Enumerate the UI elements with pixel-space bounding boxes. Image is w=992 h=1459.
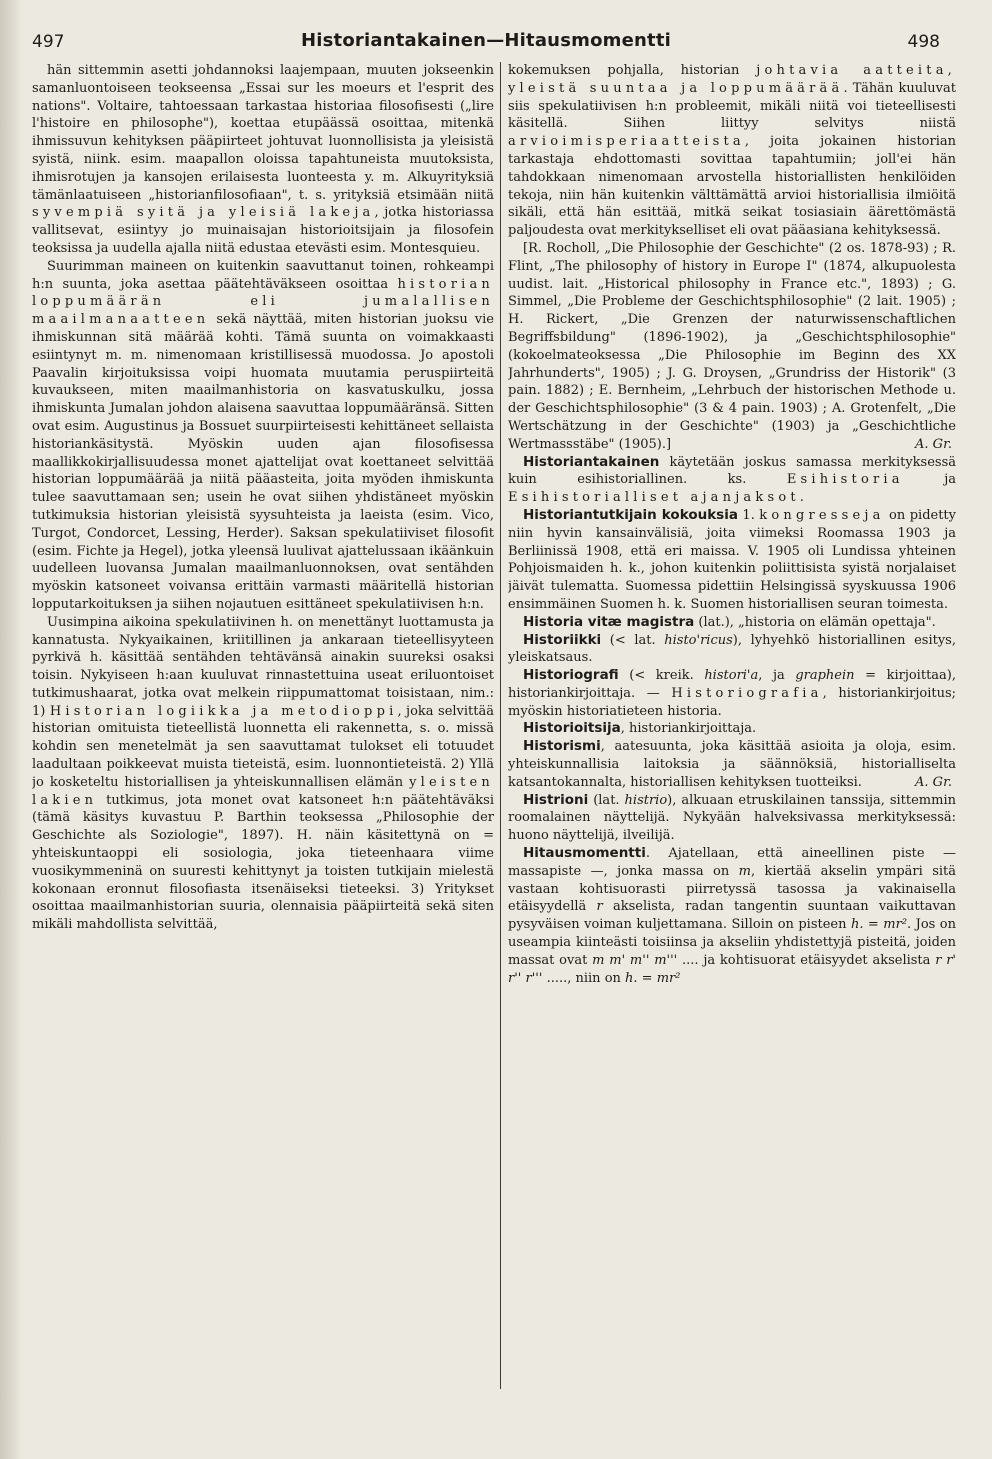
text-run: 1. bbox=[737, 507, 760, 523]
left-page-number: 497 bbox=[32, 32, 65, 52]
text-run: , historiankirjoittaja. bbox=[620, 721, 757, 737]
author-signature: A. Gr. bbox=[915, 774, 952, 790]
paragraph-r5 bbox=[508, 614, 956, 632]
text-run: tutkimus, jota monet ovat katsoneet h:n päätehtäväksi (tämä käsitys kuvastuu P. Barthin teoksessa „Philosophie der Geschichte als Soziologie", 1897). H. näin käsitettynä on = yhteiskuntaoppi eli sosiologia, joka tieteenhaara viime vuosikymmeninä on suuresti kehittynyt ja toisten tutkijain mielestä kokonaan eronnut filosofiasta itsenäiseksi tieteeksi. 3) Yritykset osoittaa maailmanhistorian suuria, olennaisia pääpiirteitä sekä siten mikäli mahdollista selvittää, bbox=[32, 792, 494, 933]
spaced-emphasis: Esihistorialliset ajanjaksot bbox=[508, 490, 800, 506]
text-run: ....., niin on bbox=[542, 970, 626, 986]
text-run: hän sittemmin asetti johdannoksi laajempaan, muuten jokseenkin samanluontoiseen teokseensa „Essai sur les moeurs et l'esprit des nations". Voltaire, tahtoessaan tarkastaa historiaa filosofisesti („lire l'histoire en philosophe"), koettaa etupäässä osoittaa, mitenkä ihmissuvun kehityksen pääpiirteet johtuvat luonnollisista ja yleisistä syistä, niink. esim. maapallon oloissa tapahtuneista muutoksista, ihmisrotujen ja kansojen erilaisesta luonteesta y. m. Alkuyrityksiä tämänlaatuiseen „historianfilosofiaan", t. s. yrityksiä etsimään niitä bbox=[32, 63, 494, 203]
entry-headword: Historiografi bbox=[523, 667, 619, 684]
entry-headword: Hitausmomentti bbox=[523, 845, 646, 862]
text-run: (< lat. bbox=[601, 632, 665, 648]
right-column bbox=[508, 62, 956, 1429]
italic-term: histrio bbox=[624, 792, 668, 808]
entry-headword: Historiantutkijain kokouksia bbox=[523, 506, 738, 523]
running-title: Historiantakainen—Hitausmomentti bbox=[301, 30, 671, 51]
italic-term: r bbox=[596, 899, 603, 915]
spaced-emphasis: arvioimisperiaatteista bbox=[508, 134, 745, 150]
left-column bbox=[32, 62, 494, 1429]
spaced-emphasis: johtavia aatteita, yleistä suuntaa ja loppumäärää bbox=[508, 63, 956, 96]
paragraph-l3 bbox=[32, 614, 494, 934]
italic-term: m bbox=[738, 863, 751, 879]
italic-term: h. = mr² bbox=[850, 917, 908, 933]
text-run: (< kreik. bbox=[618, 668, 705, 684]
entry-headword: Historismi bbox=[523, 738, 601, 755]
text-run: , historiankirjoitus; myöskin historiatieteen historia. bbox=[508, 685, 956, 719]
spaced-emphasis: syvempiä syitä ja yleisiä lakeja bbox=[32, 205, 375, 221]
italic-term: m m' m'' m''' bbox=[592, 952, 678, 968]
paragraph-r10 bbox=[508, 792, 956, 845]
text-run: , joka selvittää historian omituista tieteellistä luonnetta eli rakennetta, s. o. missä kohdin sen menetelmät ja sen saavuttamat tulokset eli totuudet laadultaan poikkeevat muista tieteistä, esim. luonnontieteistä. 2) Yllä jo kosketeltu historiallisen ja yhteiskunnallisen elämän bbox=[32, 703, 494, 790]
text-run: . Jos on useampia kiinteästi toisiinsa ja akseliin yhdistettyjä pisteitä, joiden massat ovat bbox=[508, 917, 956, 968]
paragraph-l2 bbox=[32, 258, 494, 614]
paragraph-l1 bbox=[32, 62, 494, 258]
spaced-emphasis: Esihistoria bbox=[786, 472, 904, 488]
paragraph-r9 bbox=[508, 738, 956, 791]
text-run: ja bbox=[903, 472, 956, 488]
italic-term: histo'ricus bbox=[664, 632, 733, 648]
entry-headword: Histrioni bbox=[523, 791, 589, 808]
paragraph-r3 bbox=[508, 454, 956, 507]
text-run: (lat. bbox=[588, 792, 625, 808]
column-divider bbox=[500, 62, 501, 1389]
page-header bbox=[32, 30, 940, 56]
text-run: [R. Rocholl, „Die Philosophie der Geschichte" (2 os. 1878-93) ; R. Flint, „The philosophy of history in Europe I" (1874, alkupuolesta uudist. lait. „Historical philosophy in France etc.", 1893) ; G. Simmel, „Die Probleme der Geschichtsphilosophie" (2 lait. 1905) ; H. Rickert, „Die Grenzen der naturwissenschaftlichen Begriffsbildung" (1896-1902), ja „Geschichtsphilosophie" (kokoelmateoksessa „Die Philosophie im Beginn des XX Jahrhunderts", 1905) ; J. G. Droysen, „Grundriss der Historik" (3 pain. 1882) ; E. Bernheim, „Lehrbuch der historischen Methode u. der Geschichtsphilosophie" (3 & 4 pain. 1903) ; A. Grotenfelt, „Die Wertschätzung in der Geschichte" (1903) ja „Geschichtliche Wertmassstäbe" (1905).] bbox=[508, 240, 956, 452]
spaced-emphasis: Historiografia bbox=[671, 685, 823, 701]
text-run: (lat.), „historia on elämän opettaja". bbox=[694, 614, 936, 630]
paragraph-r8 bbox=[508, 720, 956, 738]
entry-headword: Historiikki bbox=[523, 631, 602, 648]
text-run: Uusimpina aikoina spekulatiivinen h. on menettänyt luottamusta ja kannatusta. Nykyaikainen, kriitillinen ja ankaraan tieteellisyyteen pyrkivä h. käsittää sentähden tehtävänsä ainakin suureksi osaksi toisin. Nykyiseen h:aan kuuluvat rinnastettuina useat eriluontoiset tutkimushaarat, jotka ovat melkein riippumattomat toisistaan, nim.: 1) bbox=[32, 614, 494, 719]
text-run: kokemuksen pohjalla, historian bbox=[508, 63, 757, 78]
text-run: ), alkuaan etruskilainen tanssija, sittemmin roomalainen näyttelijä. Nykyään halveksivassa merkityksessä: huono näyttelijä, ilveilijä. bbox=[508, 792, 956, 844]
text-run: , aatesuunta, joka käsittää asioita ja oloja, esim. yhteiskunnallisia laitoksia ja säännöksiä, historialliselta katsantokannalta, historiallisen kehityksen tuotteiksi. bbox=[508, 739, 956, 790]
text-run: sekä näyttää, miten historian juoksu vie ihmiskunnan sitä määrää kohti. Tämä suunta on voimakkaasti esiintynyt m. m. nimenomaan kristillisessä muodossa. Jo apostoli Paavalin kirjoituksissa voipi huomata muutamia peruspiirteitä kuvaukseen, miten maailmanhistoria on kasvatuskulku, jossa ihmiskunta Jumalan johdon alaisena saavuttaa loppumääränsä. Sitten ovat esim. Augustinus ja Bossuet suurpiirteisesti kehittäneet sellaista historiankäsitystä. Myöskin uuden ajan filosofisessa maallikkokirjallisuudessa monet ajattelijat ovat koettaneet selvittää historian loppumäärää ja niitä pääasteita, joita myöden ihmiskunta tulee saavuttamaan sen; usein he ovat siihen yhdistäneet myöskin tutkimuksia historian yleisistä syysuhteista ja laeista (esim. Vico, Turgot, Condorcet, Lessing, Herder). Saksan spekulatiiviset filosofit (esim. Fichte ja Hegel), jotka yleensä luulivat ajattelussaan ikäänkuin uudelleen luovansa Jumalan maailmanluonnoksen, ovat sentähden myöskin katsoneet voivansa erittäin varmasti määritellä historian lopputarkoituksen ja siihen nojautuen esittäneet spekulatiivisen h:n. bbox=[32, 312, 494, 612]
text-run: , jotka historiassa vallitsevat, esiintyy jo muinaisajan historioitsijain ja filosofein teoksissa ja uudella ajalla niitä edustaa etevästi esim. Montesquieu. bbox=[32, 205, 494, 256]
paragraph-r6 bbox=[508, 632, 956, 668]
paragraph-r4 bbox=[508, 507, 956, 614]
italic-term: h. = mr² bbox=[625, 970, 681, 986]
italic-term: histori'a bbox=[704, 668, 759, 684]
text-run: .... ja kohtisuorat etäisyydet akselista bbox=[677, 952, 936, 968]
text-run: käytetään joskus samassa merkityksessä kuin esihistoriallinen. ks. bbox=[508, 454, 956, 488]
text-run: ), lyhyehkö historiallinen esitys, yleiskatsaus. bbox=[508, 632, 956, 666]
text-run: on pidetty niin hyvin kansainvälisiä, joita viimeksi Roomassa 1903 ja Berliinissä 1908, että eri maissa. V. 1905 oli Lundissa yhteinen Pohjoismaiden h. k., johon kuitenkin poliittisista syistä norjalaiset jäivät tulematta. Suomessa pidettiin Helsingissä syyskuussa 1906 ensimmäinen Suomen h. k. Suomen historiallisen seuran toimesta. bbox=[508, 507, 956, 612]
text-run: , kiertää akselin ympäri sitä vastaan kohtisuorasti piirretyssä tasossa ja vakinaisella etäisyydellä bbox=[508, 863, 956, 915]
text-run: , ja bbox=[758, 668, 796, 684]
entry-headword: Historia vitæ magistra bbox=[523, 613, 695, 630]
entry-headword: Historiantakainen bbox=[523, 453, 660, 470]
book-binding-shadow bbox=[0, 0, 22, 1459]
italic-term: r r' r'' r''' bbox=[508, 952, 956, 986]
paragraph-r2 bbox=[508, 240, 956, 454]
text-run: . bbox=[799, 490, 804, 506]
text-run: = kirjoittaa), historiankirjoittaja. — bbox=[508, 668, 956, 701]
text-run: , joita jokainen historian tarkastaja ehdottomasti sovittaa tapahtumiin; joll'ei hän tahdokkaan nimenomaan arvostella historiallisten henkilöiden tekoja, niin hän kuitenkin välttämättä arvioi historiallisia ilmiöitä sikäli, että hän esittää, mitkä seikat tosiasiain äärettömästä paljoudesta ovat merkitykselliset eli ovat pääasiana kehityksessä. bbox=[508, 134, 956, 239]
text-run: . Ajatellaan, että aineellinen piste — massapiste —, jonka massa on bbox=[508, 846, 956, 879]
spaced-emphasis: historian loppumäärän eli jumalallisen maailmanaatteen bbox=[32, 276, 494, 328]
italic-term: graphein bbox=[795, 668, 855, 684]
spaced-emphasis: Historian logiikka ja metodioppi bbox=[49, 703, 398, 719]
paragraph-r1 bbox=[508, 62, 956, 240]
paragraph-r7 bbox=[508, 667, 956, 720]
right-page-number: 498 bbox=[907, 32, 940, 52]
text-run: akselista, radan tangentin suuntaan vaikuttavan pysyväisen voiman kuljettamana. Silloin on pisteen bbox=[508, 899, 956, 933]
entry-headword: Historioitsija bbox=[523, 720, 621, 737]
author-signature: A. Gr. bbox=[915, 436, 952, 452]
text-run: Suurimman maineen on kuitenkin saavuttanut toinen, rohkeampi h:n suunta, joka asettaa päätehtäväkseen osoittaa bbox=[32, 258, 494, 292]
spaced-emphasis: yleisten lakien bbox=[32, 774, 494, 808]
text-run: . Tähän kuuluvat siis spekulatiivisen h:n probleemit, mikäli niitä voi tieteellisesti käsitellä. Siihen liittyy selvitys niistä bbox=[508, 80, 956, 132]
spaced-emphasis: kongressejа bbox=[759, 507, 885, 523]
paragraph-r11 bbox=[508, 845, 956, 987]
